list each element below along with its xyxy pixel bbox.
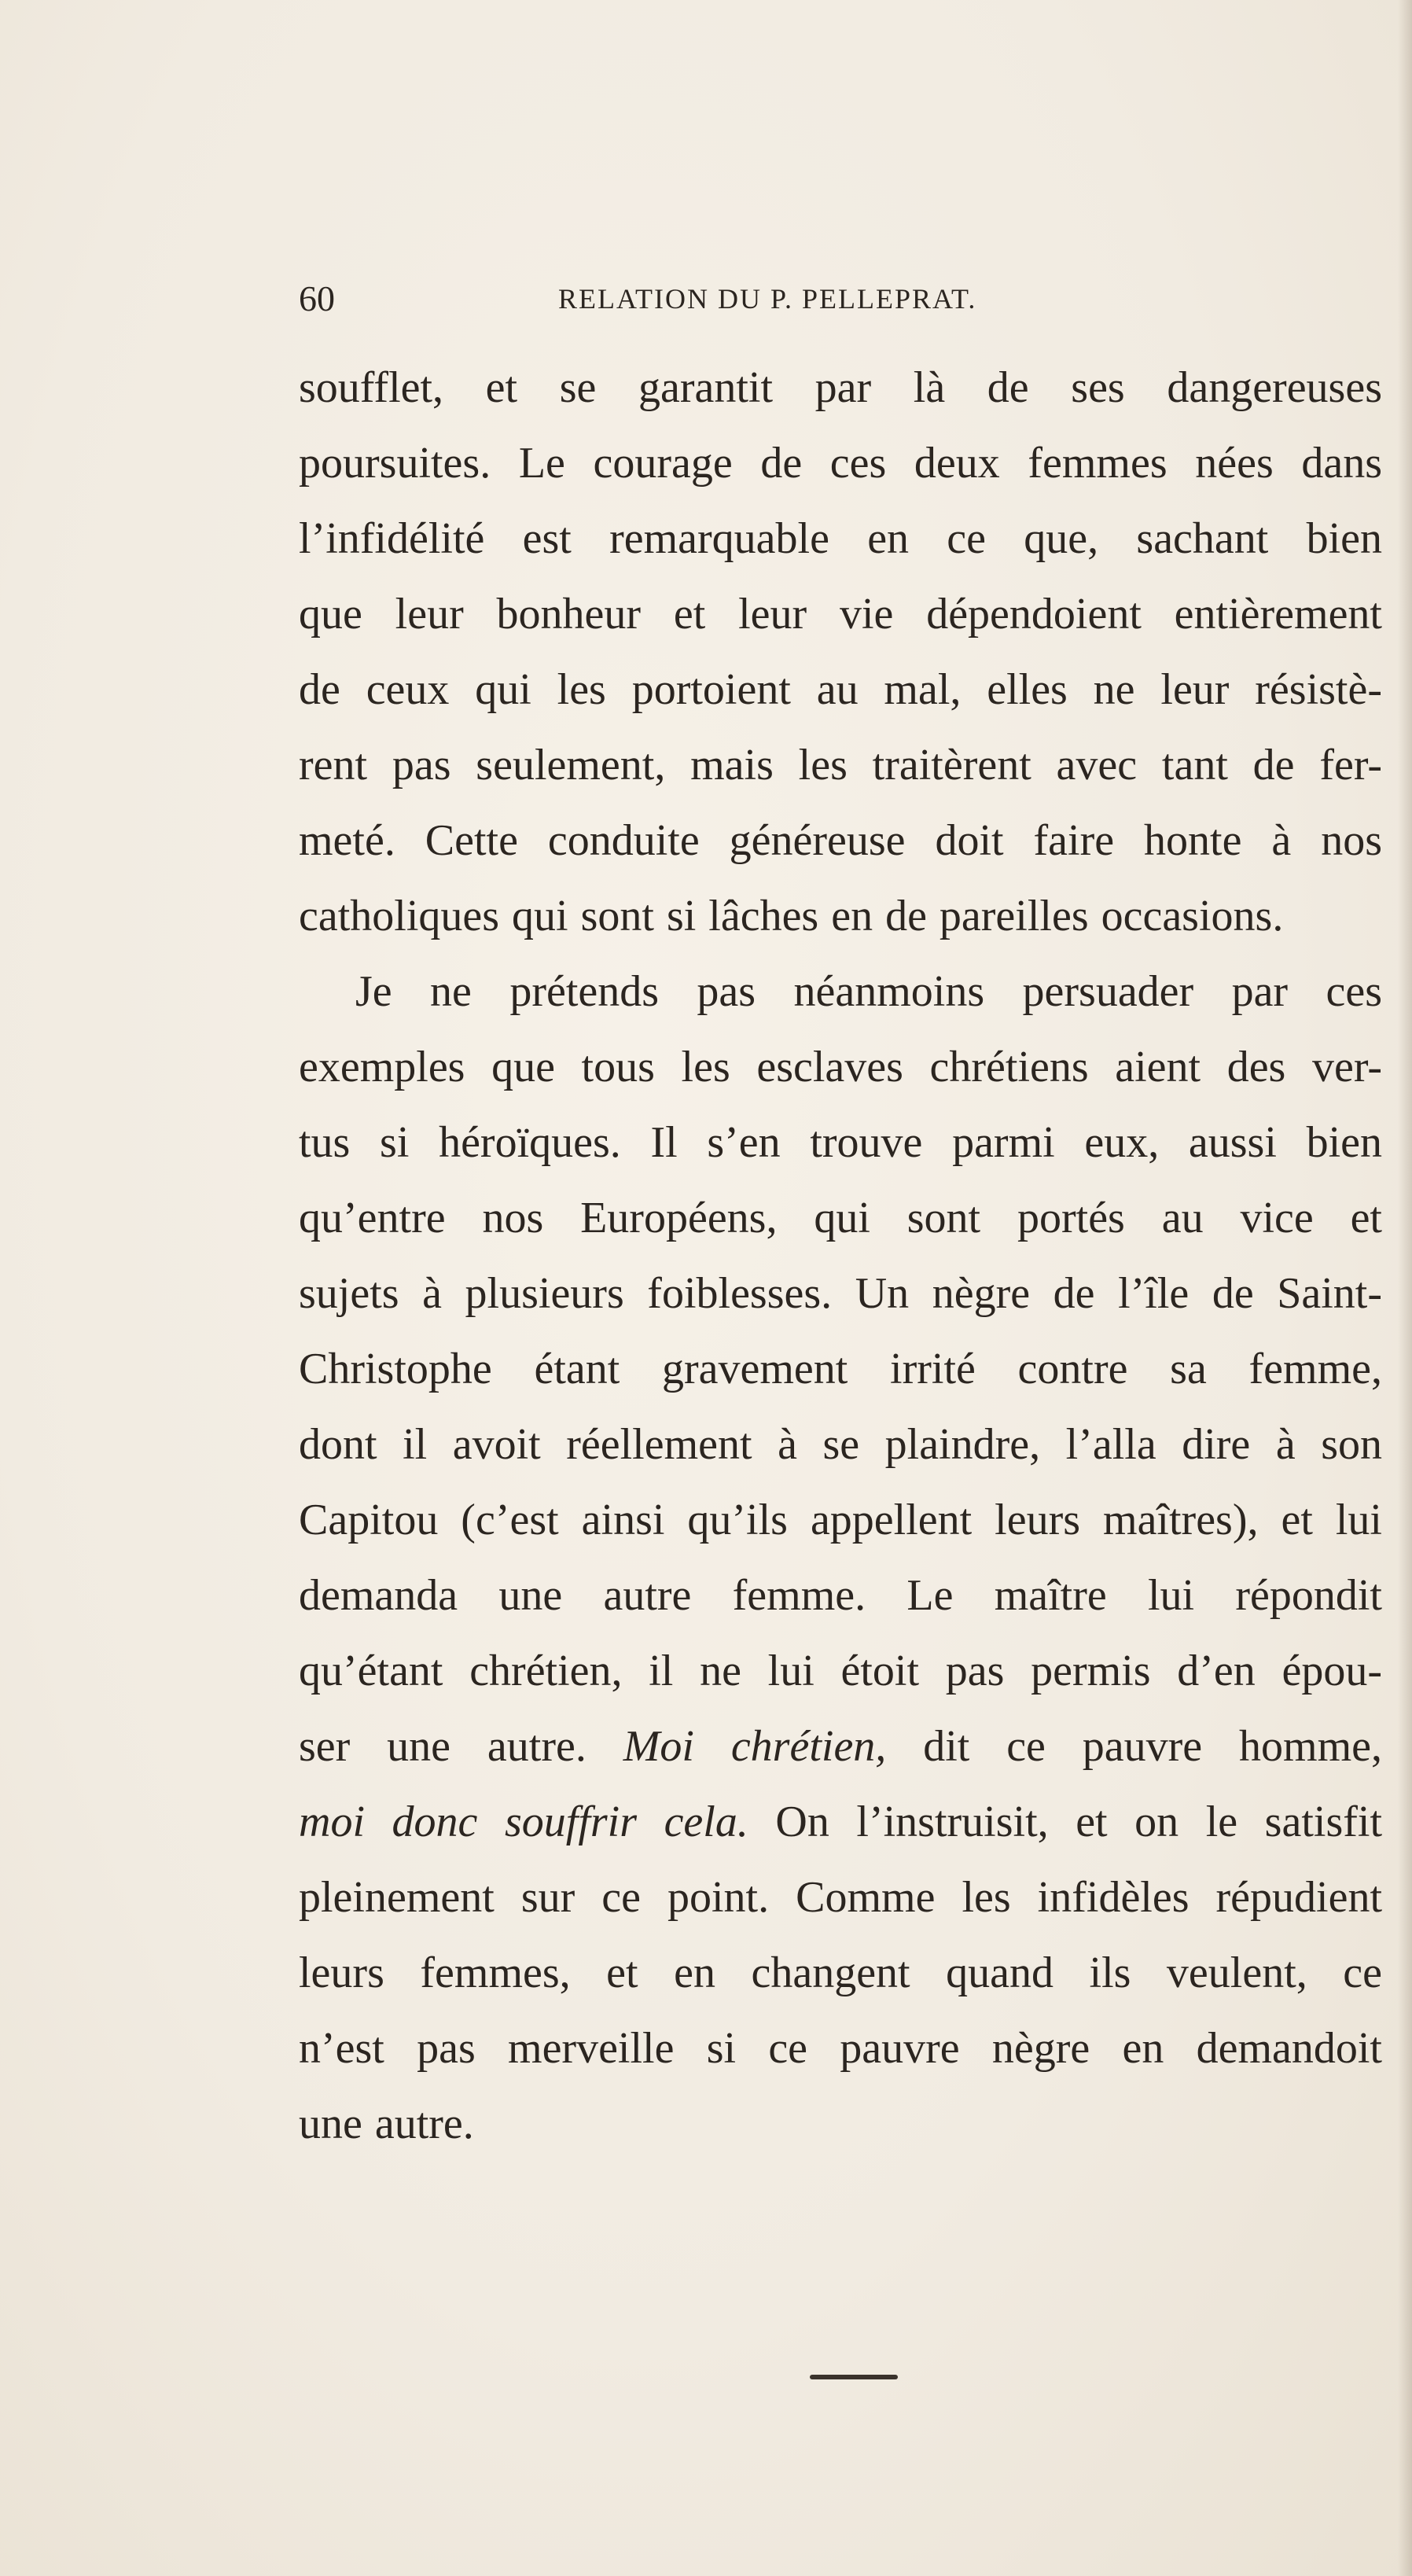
text-segment: dit ce pauvre homme,: [923, 1722, 1383, 1771]
text-line: tus si héroïques. Il s’en trouve parmi eux, aussi bien: [299, 1118, 1382, 1167]
section-end-rule: [810, 2375, 898, 2379]
text-line: sujets à plusieurs foiblesses. Un nègre de l’île de Saint-: [299, 1269, 1382, 1318]
text-line: catholiques qui sont si lâches en de pareilles occasions.: [299, 892, 1284, 940]
text-line: meté. Cette conduite généreuse doit faire honte à nos: [299, 816, 1382, 865]
text-line: n’est pas merveille si ce pauvre nègre en demandoit: [299, 2024, 1382, 2073]
body-text: [299, 350, 1382, 2162]
text-line: qu’étant chrétien, il ne lui étoit pas permis d’en épou-: [299, 1647, 1382, 1695]
text-line: soufflet, et se garantit par là de ses dangereuses: [299, 363, 1382, 412]
text-line: dont il avoit réellement à se plaindre, l’alla dire à son: [299, 1420, 1382, 1469]
text-line: une autre.: [299, 2099, 474, 2148]
text-line: Christophe étant gravement irrité contre sa femme,: [299, 1345, 1382, 1393]
page-header: [299, 275, 1384, 322]
text-line: pleinement sur ce point. Comme les infidèles répudient: [299, 1873, 1382, 1922]
text-line: exemples que tous les esclaves chrétiens aient des ver-: [299, 1043, 1382, 1091]
text-line: qu’entre nos Européens, qui sont portés au vice et: [299, 1194, 1382, 1242]
mixed-style-line: [299, 1784, 1382, 1860]
text-line: Capitou (c’est ainsi qu’ils appellent leurs maîtres), et lui: [299, 1496, 1382, 1544]
text-line: que leur bonheur et leur vie dépendoient entièrement: [299, 590, 1382, 638]
running-title: RELATION DU P. PELLEPRAT.: [558, 283, 977, 315]
italic-quote: moi donc souffrir cela.: [299, 1798, 748, 1846]
text-line: demanda une autre femme. Le maître lui répondit: [299, 1571, 1382, 1620]
page-number: 60: [299, 278, 335, 318]
page-edge-shadow: [1398, 0, 1412, 2576]
mixed-style-line: [299, 1709, 1382, 1784]
text-line: rent pas seulement, mais les traitèrent avec tant de fer-: [299, 741, 1382, 789]
text-segment: On l’instruisit, et on le satisfit: [775, 1798, 1383, 1846]
italic-quote: Moi chrétien,: [623, 1722, 887, 1771]
text-segment: ser une autre.: [299, 1722, 586, 1771]
text-line: de ceux qui les portoient au mal, elles ne leur résistè-: [299, 665, 1382, 714]
text-line: l’infidélité est remarquable en ce que, sachant bien: [299, 514, 1382, 563]
text-line: poursuites. Le courage de ces deux femmes nées dans: [299, 439, 1382, 488]
text-line: leurs femmes, et en changent quand ils veulent, ce: [299, 1949, 1382, 1997]
paragraph-start-line: Je ne prétends pas néanmoins persuader par ces: [355, 967, 1382, 1016]
